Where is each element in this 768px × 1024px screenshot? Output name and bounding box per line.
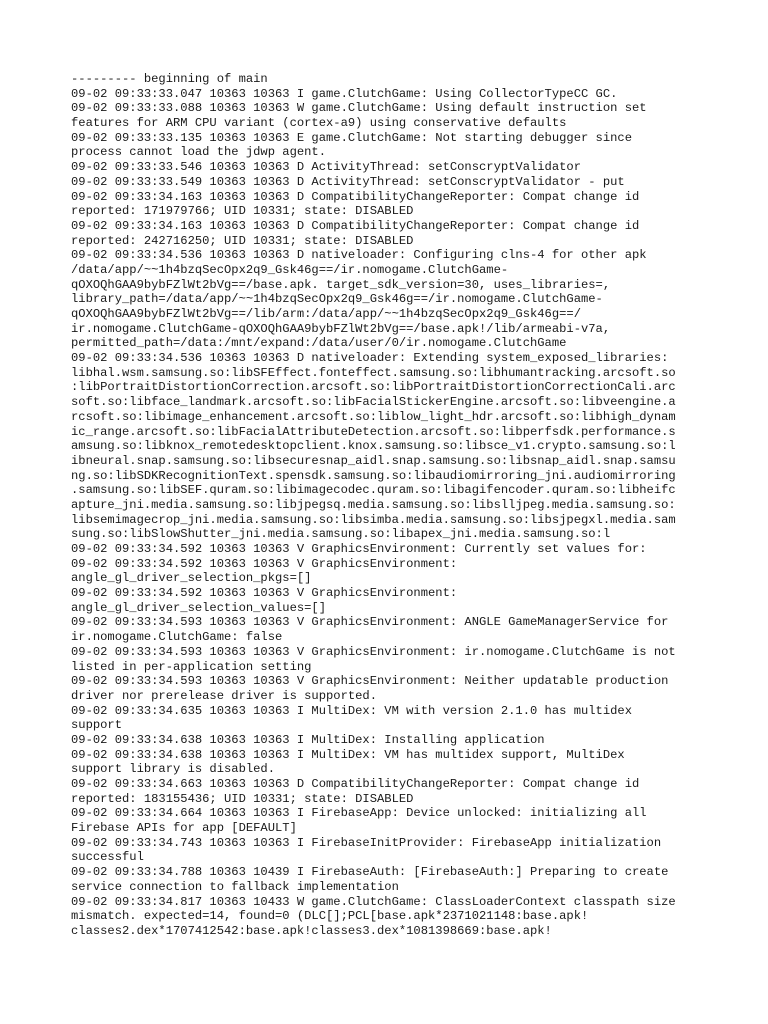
log-line: ng.so:libSDKRecognitionText.spensdk.samsung.so:libaudiomirroring_jni.audiomirroring: [71, 468, 676, 483]
log-line: angle_gl_driver_selection_pkgs=[]: [71, 571, 312, 586]
log-line: rcsoft.so:libimage_enhancement.arcsoft.so:liblow_light_hdr.arcsoft.so:libhigh_dynam: [71, 409, 676, 424]
log-line: qOXOQhGAA9bybFZlWt2bVg==/base.apk. target_sdk_version=30, uses_libraries=,: [71, 277, 611, 292]
log-line: ibneural.snap.samsung.so:libsecuresnap_aidl.snap.samsung.so:libsnap_aidl.snap.samsu: [71, 453, 676, 468]
log-line: apture_jni.media.samsung.so:libjpegsq.media.samsung.so:libslljpeg.media.samsung.so:: [71, 497, 676, 512]
log-line: 09-02 09:33:34.593 10363 10363 V GraphicsEnvironment: ANGLE GameManagerService for: [71, 615, 669, 630]
log-line: support: [71, 718, 122, 733]
log-line: Firebase APIs for app [DEFAULT]: [71, 821, 297, 836]
log-line: angle_gl_driver_selection_values=[]: [71, 600, 326, 615]
log-line: listed in per-application setting: [71, 659, 312, 674]
log-line: libhal.wsm.samsung.so:libSFEffect.fonteffect.samsung.so:libhumantracking.arcsoft.so: [71, 365, 676, 380]
log-line: qOXOQhGAA9bybFZlWt2bVg==/lib/arm:/data/app/~~1h4bzqSecOpx2q9_Gsk46g==/: [71, 307, 581, 321]
log-line: libsemimagecrop_jni.media.samsung.so:libsimba.media.samsung.so:libsjpegxl.media.sam: [71, 512, 676, 527]
log-line: ir.nomogame.ClutchGame: false: [71, 630, 283, 645]
log-line: soft.so:libface_landmark.arcsoft.so:libFacialStickerEngine.arcsoft.so:libveengine.a: [71, 395, 676, 410]
log-line: 09-02 09:33:34.638 10363 10363 I MultiDex: VM has multidex support, MultiDex: [71, 747, 625, 762]
log-line: permitted_path=/data:/mnt/expand:/data/user/0/ir.nomogame.ClutchGame: [71, 336, 567, 351]
log-line: 09-02 09:33:34.638 10363 10363 I MultiDex: Installing application: [71, 732, 545, 747]
log-line: 09-02 09:33:34.536 10363 10363 D nativeloader: Extending system_exposed_libraries:: [71, 351, 669, 366]
log-line: 09-02 09:33:34.163 10363 10363 D CompatibilityChangeReporter: Compat change id: [71, 218, 640, 233]
log-line: 09-02 09:33:34.163 10363 10363 D CompatibilityChangeReporter: Compat change id: [71, 189, 640, 204]
log-line: 09-02 09:33:33.088 10363 10363 W game.ClutchGame: Using default instruction set: [71, 101, 647, 116]
log-line: reported: 183155436; UID 10331; state: DISABLED: [71, 791, 414, 806]
log-line: sung.so:libSlowShutter_jni.media.samsung.so:libapex_jni.media.samsung.so:l: [71, 527, 611, 542]
log-line: 09-02 09:33:34.536 10363 10363 D nativeloader: Configuring clns-4 for other apk: [71, 248, 647, 263]
log-line: .samsung.so:libSEF.quram.so:libimagecodec.quram.so:libagifencoder.quram.so:libheifc: [71, 483, 676, 498]
log-line: 09-02 09:33:34.592 10363 10363 V GraphicsEnvironment:: [71, 556, 458, 571]
log-line: 09-02 09:33:34.788 10363 10439 I FirebaseAuth: [FirebaseAuth:] Preparing to create: [71, 865, 669, 880]
log-line: 09-02 09:33:33.549 10363 10363 D ActivityThread: setConscryptValidator - put: [71, 174, 625, 189]
log-line: 09-02 09:33:34.592 10363 10363 V GraphicsEnvironment: Currently set values for:: [71, 542, 647, 556]
log-line: 09-02 09:33:34.663 10363 10363 D CompatibilityChangeReporter: Compat change id: [71, 777, 640, 791]
log-line: 09-02 09:33:33.546 10363 10363 D ActivityThread: setConscryptValidator: [71, 160, 581, 175]
logcat-output: [71, 72, 711, 939]
log-line: 09-02 09:33:34.817 10363 10433 W game.ClutchGame: ClassLoaderContext classpath size: [71, 894, 676, 909]
log-line: ic_range.arcsoft.so:libFacialAttributeDetection.arcsoft.so:libperfsdk.performance.s: [71, 424, 676, 439]
log-line: reported: 242716250; UID 10331; state: DISABLED: [71, 233, 414, 248]
log-line: driver nor prerelease driver is supported.: [71, 688, 377, 703]
log-line: ir.nomogame.ClutchGame-qOXOQhGAA9bybFZlWt2bVg==/base.apk!/lib/armeabi-v7a,: [71, 321, 611, 336]
log-line: --------- beginning of main: [71, 72, 268, 86]
log-line: 09-02 09:33:34.664 10363 10363 I FirebaseApp: Device unlocked: initializing all: [71, 806, 647, 821]
log-line: 09-02 09:33:34.593 10363 10363 V GraphicsEnvironment: Neither updatable production: [71, 674, 669, 689]
log-line: service connection to fallback implementation: [71, 879, 399, 894]
log-line: 09-02 09:33:33.135 10363 10363 E game.ClutchGame: Not starting debugger since: [71, 130, 632, 145]
log-line: 09-02 09:33:34.635 10363 10363 I MultiDex: VM with version 2.1.0 has multidex: [71, 703, 632, 718]
log-line: 09-02 09:33:34.743 10363 10363 I FirebaseInitProvider: FirebaseApp initialization: [71, 835, 662, 850]
log-line: support library is disabled.: [71, 762, 275, 777]
log-line: mismatch. expected=14, found=0 (DLC[];PCL[base.apk*2371021148:base.apk!: [71, 909, 589, 924]
log-line: classes2.dex*1707412542:base.apk!classes3.dex*1081398669:base.apk!: [71, 923, 552, 938]
log-line: :libPortraitDistortionCorrection.arcsoft.so:libPortraitDistortionCorrectionCali.arc: [71, 380, 676, 395]
log-line: amsung.so:libknox_remotedesktopclient.knox.samsung.so:libsce_v1.crypto.samsung.so:l: [71, 439, 676, 454]
log-line: 09-02 09:33:34.593 10363 10363 V GraphicsEnvironment: ir.nomogame.ClutchGame is not: [71, 644, 676, 659]
log-line: 09-02 09:33:33.047 10363 10363 I game.ClutchGame: Using CollectorTypeCC GC.: [71, 86, 618, 101]
log-line: features for ARM CPU variant (cortex-a9) using conservative defaults: [71, 116, 567, 131]
log-line: library_path=/data/app/~~1h4bzqSecOpx2q9_Gsk46g==/ir.nomogame.ClutchGame-: [71, 292, 603, 307]
log-line: reported: 171979766; UID 10331; state: DISABLED: [71, 204, 414, 219]
log-line: 09-02 09:33:34.592 10363 10363 V GraphicsEnvironment:: [71, 586, 458, 601]
log-line: process cannot load the jdwp agent.: [71, 145, 326, 160]
log-line: successful: [71, 850, 144, 865]
log-line: /data/app/~~1h4bzqSecOpx2q9_Gsk46g==/ir.nomogame.ClutchGame-: [71, 262, 509, 277]
